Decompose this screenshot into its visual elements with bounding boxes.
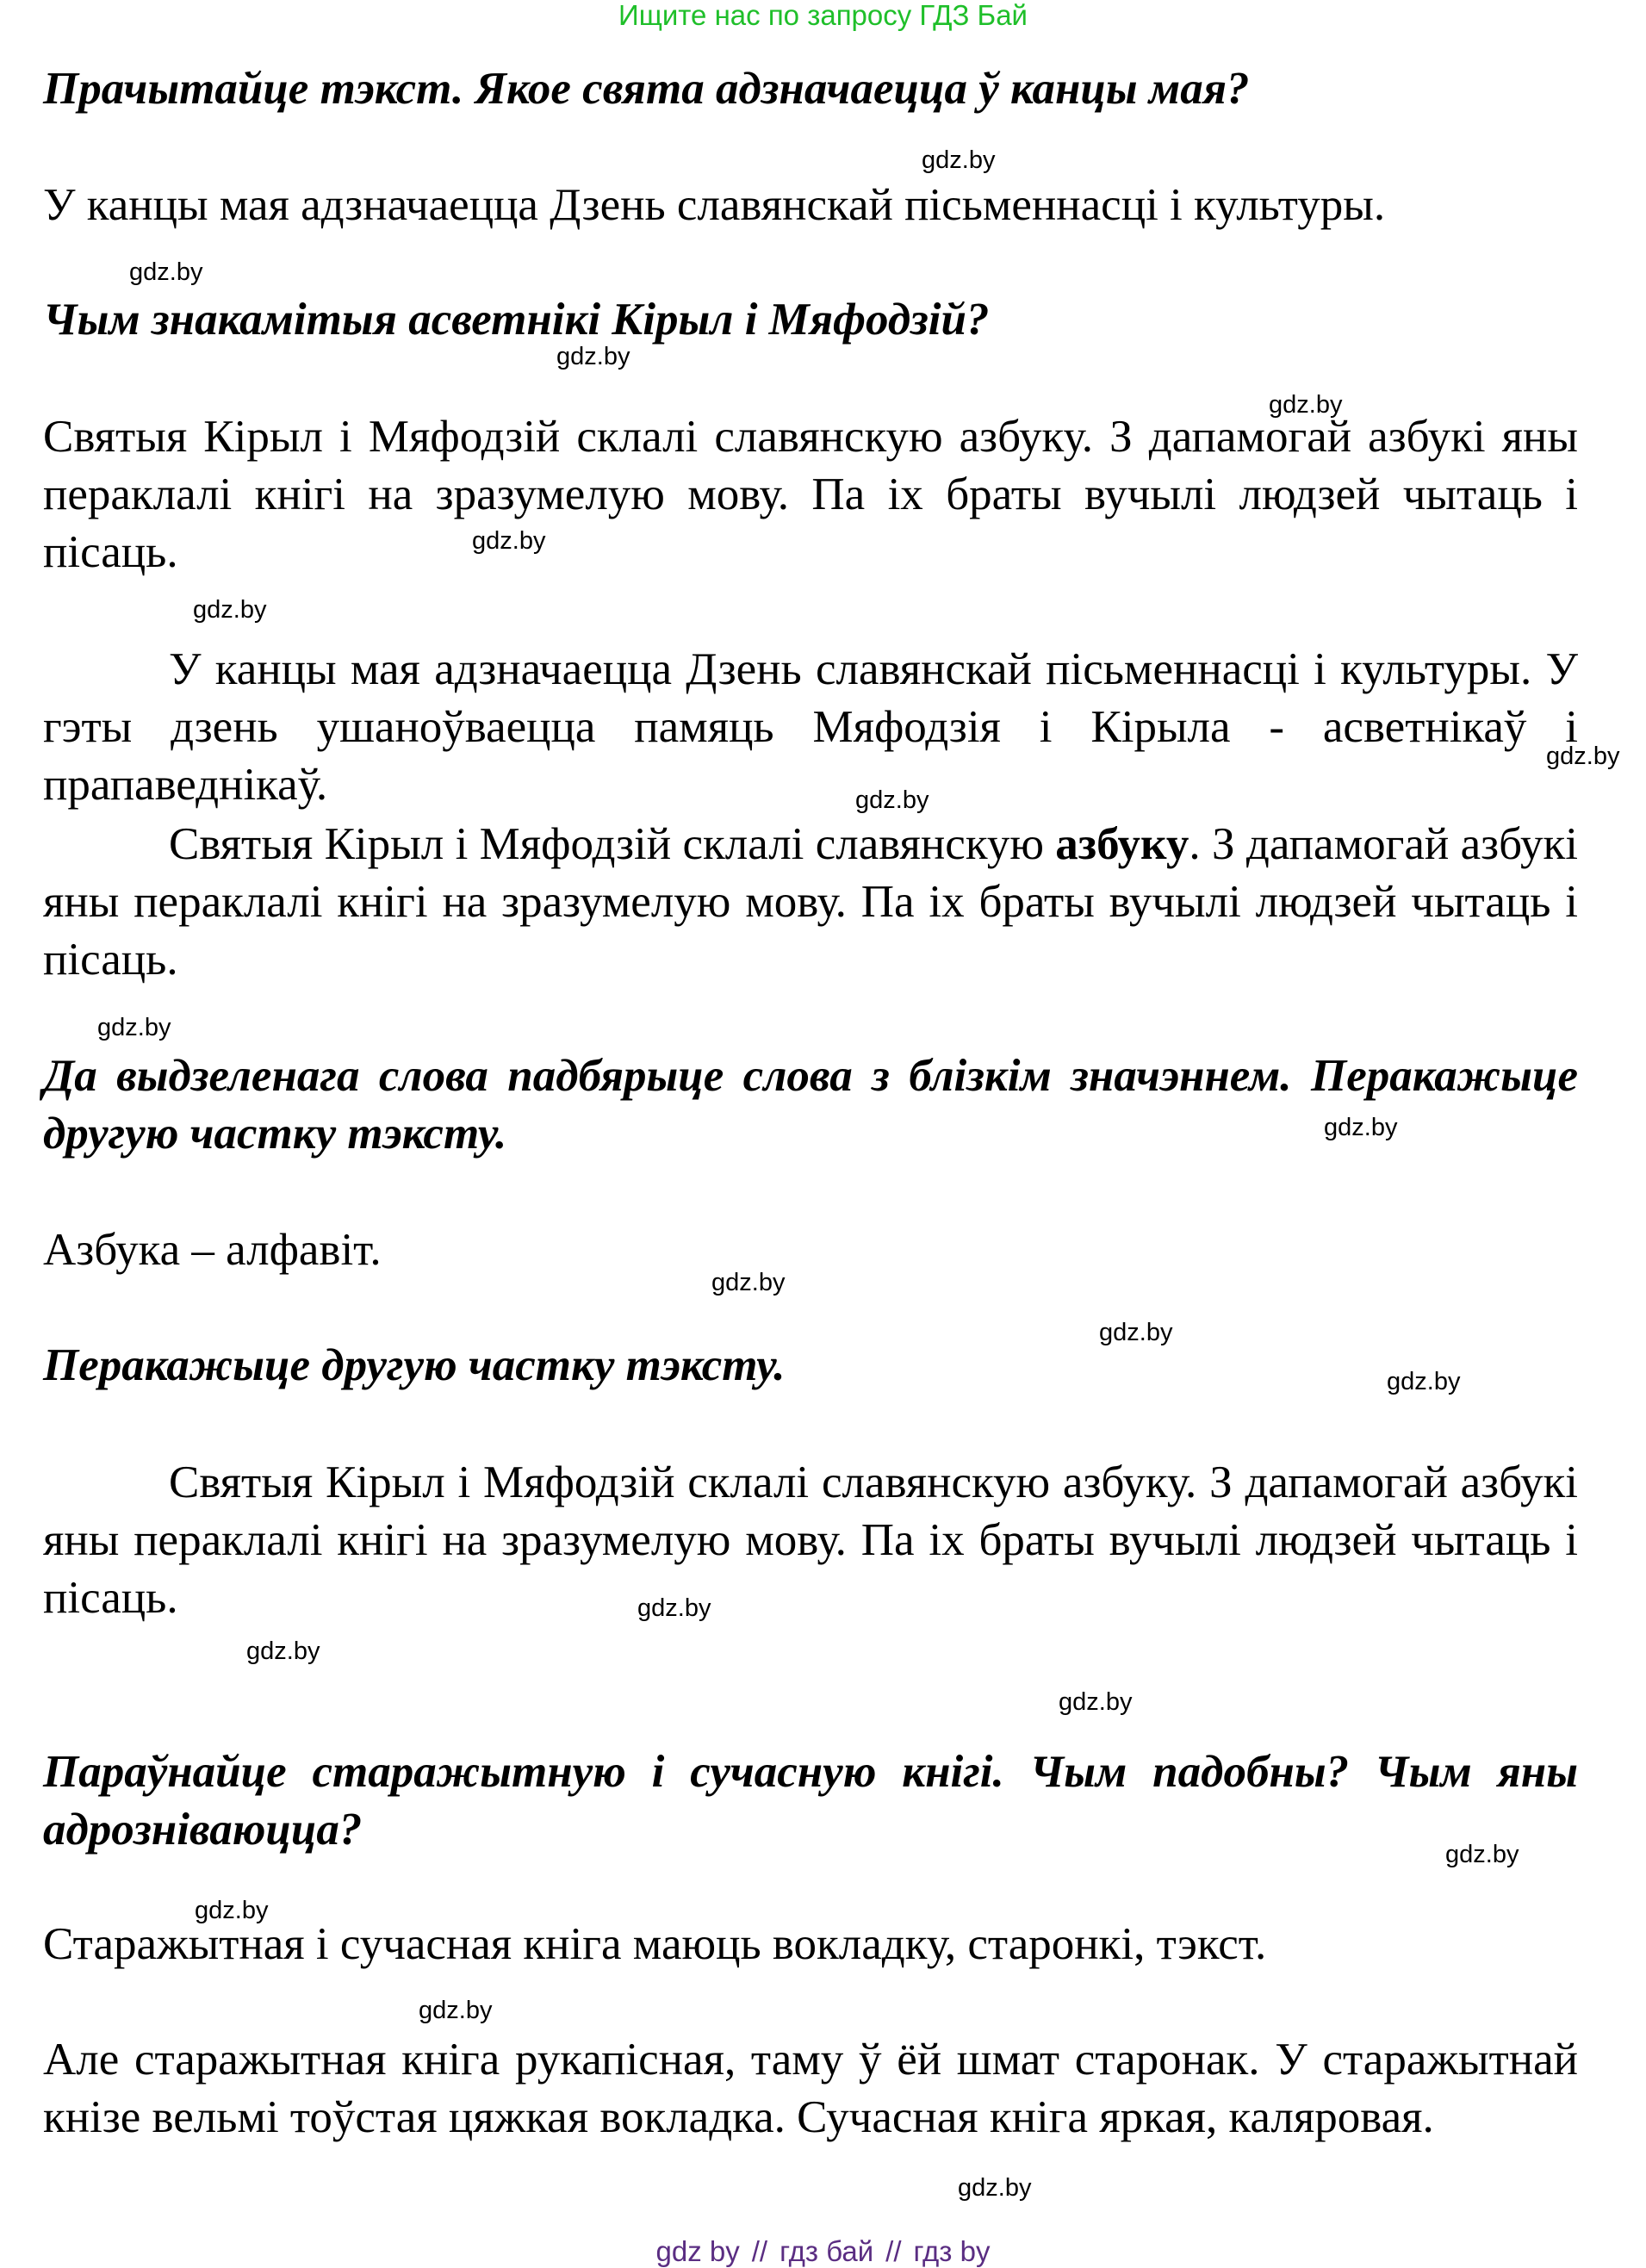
answer-4: Святыя Кірыл і Мяфодзій склалі славянскую азбуку. З дапамогай азбукі яны пераклалі кнігі на зразумелую мову. Па іх браты вучылі людзей чытаць і пісаць. bbox=[43, 1457, 1578, 1623]
watermark: gdz.by bbox=[1387, 1368, 1461, 1395]
watermark: gdz.by bbox=[129, 258, 203, 286]
question-3: Да выдзеленага слова падбярыце слова з блізкім значэннем. Перакажыце другую частку тэксту. bbox=[43, 1051, 1578, 1159]
answer-3: Азбука – алфавіт. bbox=[43, 1225, 382, 1275]
watermark: gdz.by bbox=[1269, 391, 1343, 419]
question-4: Перакажыце другую частку тэксту. bbox=[43, 1340, 786, 1390]
footer-separator: // bbox=[885, 2235, 902, 2267]
question-5: Параўнайце старажытную і сучасную кнігі. Чым падобны? Чым яны адрозніваюцца? bbox=[43, 1747, 1578, 1855]
footer-links bbox=[0, 2236, 1646, 2267]
answer-5-part-1: Старажытная і сучасная кніга маюць вокладку, старонкі, тэкст. bbox=[43, 1919, 1267, 1969]
highlighted-word: азбуку bbox=[1055, 819, 1189, 869]
watermark: gdz.by bbox=[958, 2174, 1032, 2202]
watermark: gdz.by bbox=[711, 1269, 786, 1296]
answer-2: Святыя Кірыл і Мяфодзій склалі славянскую азбуку. З дапамогай азбукі яны пераклалі кнігі на зразумелую мову. Па іх браты вучылі людзей чытаць і пісаць. bbox=[43, 412, 1578, 577]
source-text-paragraph-2: Святыя Кірыл і Мяфодзій склалі славянскую азбуку. З дапамогай азбукі яны пераклалі кнігі на зразумелую мову. Па іх браты вучылі людзей чытаць і пісаць. bbox=[43, 819, 1578, 985]
watermark: gdz.by bbox=[419, 1997, 493, 2024]
footer-link-gdz-by-cyr[interactable]: гдз by bbox=[913, 2235, 991, 2267]
watermark: gdz.by bbox=[855, 786, 929, 814]
watermark: gdz.by bbox=[1099, 1319, 1173, 1346]
footer-link-gdz-by[interactable]: gdz by bbox=[655, 2235, 740, 2267]
watermark: gdz.by bbox=[193, 596, 267, 624]
question-2: Чым знакамітыя асветнікі Кірыл і Мяфодзій? bbox=[43, 295, 990, 345]
watermark: gdz.by bbox=[472, 527, 546, 555]
source-text-paragraph-1: У канцы мая адзначаецца Дзень славянскай пісьменнасці і культуры. У гэты дзень ушаноўваецца памяць Мяфодзія і Кірыла - асветнікаў і прапаведнікаў. bbox=[43, 644, 1578, 810]
question-1: Прачытайце тэкст. Якое свята адзначаецца ў канцы мая? bbox=[43, 64, 1250, 114]
footer-separator: // bbox=[751, 2235, 768, 2267]
answer-1: У канцы мая адзначаецца Дзень славянскай пісьменнасці і культуры. bbox=[43, 180, 1386, 230]
answer-5-part-2: Але старажытная кніга рукапісная, таму ў ёй шмат старонак. У старажытнай кнізе вельмі тоўстая цяжкая вокладка. Сучасная кніга яркая, каляровая. bbox=[43, 2035, 1578, 2142]
watermark: gdz.by bbox=[1445, 1841, 1519, 1868]
watermark: gdz.by bbox=[922, 146, 996, 174]
search-hint-link[interactable]: Ищите нас по запросу ГДЗ Бай bbox=[618, 0, 1028, 31]
watermark: gdz.by bbox=[556, 343, 630, 370]
watermark: gdz.by bbox=[1546, 743, 1620, 770]
watermark: gdz.by bbox=[97, 1014, 171, 1041]
watermark: gdz.by bbox=[246, 1637, 320, 1665]
watermark: gdz.by bbox=[195, 1897, 269, 1924]
watermark: gdz.by bbox=[1324, 1114, 1398, 1141]
watermark: gdz.by bbox=[637, 1594, 711, 1622]
footer-link-gdz-bai[interactable]: гдз бай bbox=[780, 2235, 874, 2267]
watermark: gdz.by bbox=[1059, 1688, 1133, 1716]
